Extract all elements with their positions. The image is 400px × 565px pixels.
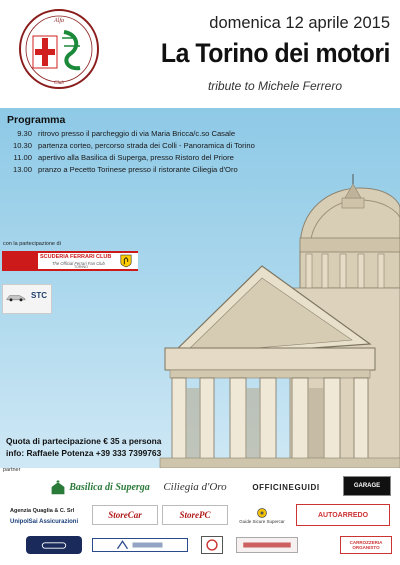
partner-officine-name: OFFICINEGUIDI <box>252 482 320 492</box>
event-tribute: tribute to Michele Ferrero <box>207 79 342 93</box>
partner-logo <box>236 537 298 553</box>
partner-storecar-name: StoreCar <box>108 510 142 520</box>
ferrari-red-stripe <box>2 253 38 269</box>
ferrari-club-banner <box>2 251 138 271</box>
ferrari-club-name: SCUDERIA FERRARI CLUB <box>40 254 112 260</box>
partner-garage-logo <box>343 476 391 496</box>
partner-autoarredo-name: AUTOARREDO <box>317 511 369 519</box>
partner-carrozzeria-logo <box>340 536 392 554</box>
partner-guide-logo <box>234 502 290 528</box>
program-text: ritrovo presso il parcheggio di via Maria Bricca/c.so Casale <box>38 129 236 138</box>
partner-basilica-name: Basilica di Superga <box>69 481 150 493</box>
contact-info: info: Raffaele Potenza +39 333 7399763 <box>6 448 162 458</box>
program-time: 11.00 <box>13 153 32 162</box>
partner-storecar-logo <box>92 505 158 525</box>
partner-logo <box>26 536 82 554</box>
program-time: 9.30 <box>17 129 32 138</box>
partner-unipolsai-name: UnipolSai Assicurazioni <box>10 519 79 525</box>
partner-storepc-logo <box>162 505 228 525</box>
partner-unipolsai-logo <box>10 516 86 528</box>
svg-text:Club: Club <box>54 81 64 86</box>
sky-background <box>0 108 400 468</box>
program-time: 10.30 <box>12 141 32 150</box>
partner-garage-name: GARAGE <box>353 483 381 489</box>
event-title: La Torino dei motori <box>160 38 390 68</box>
partner-autoarredo-logo <box>296 504 390 526</box>
ferrari-club-city: TORINO <box>74 265 88 269</box>
partner-carrozzeria-name: CARROZZERIA ORGANISTO <box>349 540 383 550</box>
club-logo-icon <box>18 8 100 90</box>
svg-text:Alfa: Alfa <box>54 18 64 24</box>
brand-icon <box>205 538 219 552</box>
wheel-icon <box>256 507 268 519</box>
participation-fee: Quota di partecipazione € 35 a persona <box>6 436 162 446</box>
partner-storepc-name: StorePC <box>179 510 211 520</box>
car-icon <box>5 292 27 302</box>
partner-ciliegia-logo <box>160 474 230 500</box>
brand-icon <box>100 540 180 550</box>
ferrari-club-sub: The Official Ferrari Fan Club <box>52 261 105 266</box>
program-title: Programma <box>7 114 66 126</box>
stc-logo <box>2 284 52 314</box>
partner-ciliegia-name: Ciliegia d'Oro <box>163 481 227 493</box>
participation-label: con la partecipazione di <box>3 241 61 247</box>
program-text: pranzo a Pecetto Torinese presso il ristorante Ciliegia d'Oro <box>38 165 238 174</box>
program-text: apertivo alla Basilica di Superga, presso Ristoro del Priore <box>38 153 234 162</box>
partner-basilica-logo <box>46 476 154 498</box>
program-time: 13.00 <box>12 165 32 174</box>
event-date: domenica 12 aprile 2015 <box>209 14 390 32</box>
partner-logo <box>92 538 188 552</box>
partner-logo <box>201 536 223 554</box>
partner-quaglia-name: Agenzia Quaglia & C. Srl <box>10 508 75 514</box>
program-text: partenza corteo, percorso strada dei Colli - Panoramica di Torino <box>38 141 255 150</box>
ferrari-shield-icon <box>120 254 132 268</box>
basilica-illustration <box>0 108 400 468</box>
church-icon <box>50 478 66 496</box>
partner-officine-logo <box>236 480 336 494</box>
stc-label: STC <box>31 291 47 300</box>
brand-icon <box>239 540 295 550</box>
partners-label: partner <box>3 467 21 473</box>
partner-guide-name: Guide Sicure Supercar <box>239 518 285 524</box>
brand-icon <box>40 541 68 550</box>
